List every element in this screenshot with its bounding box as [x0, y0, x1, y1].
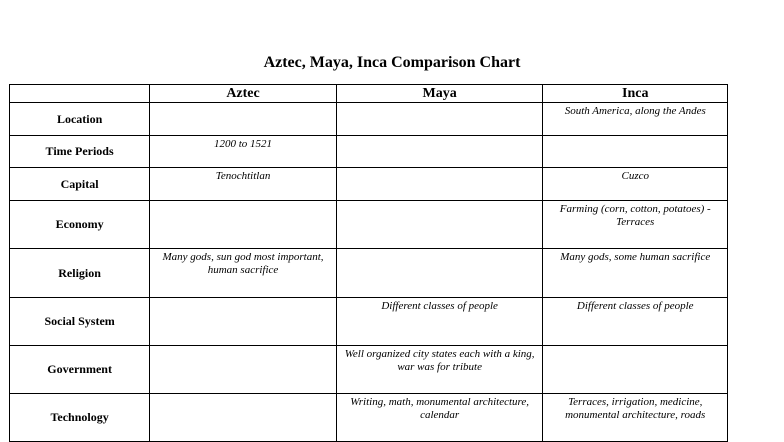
row-label: Location [10, 103, 150, 136]
cell-inca: South America, along the Andes [543, 103, 728, 136]
cell-inca: Farming (corn, cotton, potatoes) - Terraces [543, 201, 728, 249]
table-row [10, 346, 728, 394]
cell-inca: Different classes of people [543, 298, 728, 346]
header-maya: Maya [336, 85, 543, 103]
cell-aztec [150, 103, 337, 136]
cell-aztec [150, 201, 337, 249]
table-row [10, 103, 728, 136]
chart-title: Aztec, Maya, Inca Comparison Chart [263, 54, 521, 71]
row-label: Religion [10, 249, 150, 298]
cell-maya [336, 201, 543, 249]
cell-inca [543, 136, 728, 168]
header-inca: Inca [543, 85, 728, 103]
row-label: Economy [10, 201, 150, 249]
cell-inca [543, 346, 728, 394]
cell-aztec [150, 394, 337, 442]
cell-aztec: 1200 to 1521 [150, 136, 337, 168]
cell-maya [336, 249, 543, 298]
table-row [10, 168, 728, 201]
cell-aztec: Many gods, sun god most important, human sacrifice [150, 249, 337, 298]
cell-aztec: Tenochtitlan [150, 168, 337, 201]
row-label: Time Periods [10, 136, 150, 168]
cell-inca: Cuzco [543, 168, 728, 201]
cell-aztec [150, 298, 337, 346]
cell-maya: Writing, math, monumental architecture, calendar [336, 394, 543, 442]
row-label: Government [10, 346, 150, 394]
header-aztec: Aztec [150, 85, 337, 103]
row-label: Social System [10, 298, 150, 346]
header-row [10, 85, 728, 103]
cell-aztec [150, 346, 337, 394]
table-row [10, 201, 728, 249]
cell-maya [336, 168, 543, 201]
table-row [10, 136, 728, 168]
header-blank [10, 85, 150, 103]
cell-inca: Terraces, irrigation, medicine, monumental architecture, roads [543, 394, 728, 442]
cell-maya: Well organized city states each with a king, war was for tribute [336, 346, 543, 394]
row-label: Technology [10, 394, 150, 442]
comparison-table [9, 84, 728, 442]
cell-maya: Different classes of people [336, 298, 543, 346]
table-row [10, 394, 728, 442]
cell-maya [336, 103, 543, 136]
table-row [10, 298, 728, 346]
cell-maya [336, 136, 543, 168]
cell-inca: Many gods, some human sacrifice [543, 249, 728, 298]
row-label: Capital [10, 168, 150, 201]
table-row [10, 249, 728, 298]
